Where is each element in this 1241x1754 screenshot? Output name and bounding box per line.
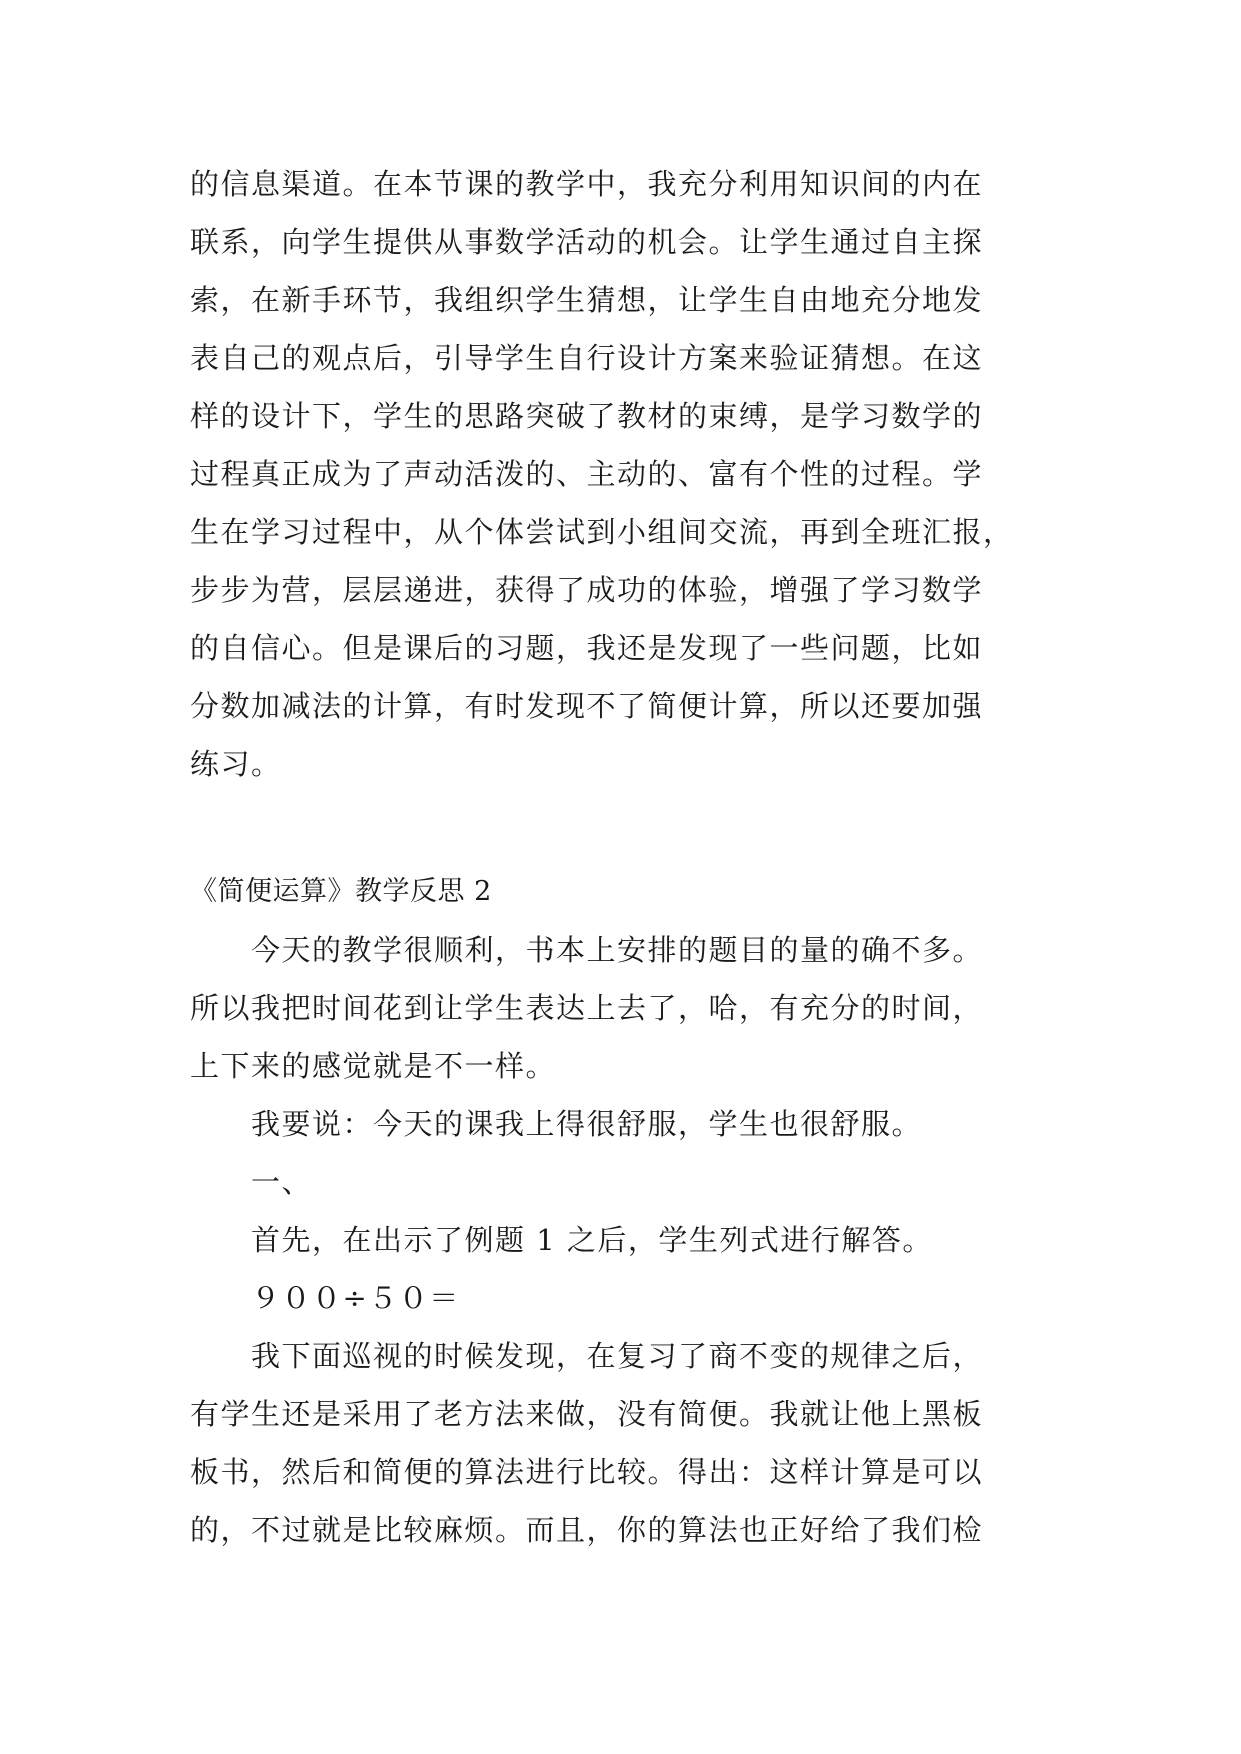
- section-2: [190, 863, 1060, 1559]
- text-line: 有学生还是采用了老方法来做，没有简便。我就让他上黑板: [190, 1397, 984, 1431]
- section-title: 《简便运算》教学反思 2: [190, 876, 492, 907]
- text-line: 表自己的观点后，引导学生自行设计方案来验证猜想。在这: [190, 341, 984, 375]
- text-line: 分数加减法的计算，有时发现不了简便计算，所以还要加强: [190, 689, 984, 723]
- text-line: 一、: [190, 1165, 313, 1199]
- equation-line: ９００÷５０＝: [190, 1281, 460, 1315]
- text-line: 练习。: [190, 747, 282, 781]
- text-line: 联系，向学生提供从事数学活动的机会。让学生通过自主探: [190, 225, 984, 259]
- text-line: 上下来的感觉就是不一样。: [190, 1049, 557, 1083]
- text-line: 索，在新手环节，我组织学生猜想，让学生自由地充分地发: [190, 283, 984, 317]
- text-line: 的，不过就是比较麻烦。而且，你的算法也正好给了我们检: [190, 1513, 984, 1547]
- text-line: 今天的教学很顺利，书本上安排的题目的量的确不多。: [190, 933, 984, 967]
- text-line: 我下面巡视的时候发现，在复习了商不变的规律之后，: [190, 1339, 984, 1373]
- section-gap: [190, 793, 1060, 863]
- text-line: 过程真正成为了声动活泼的、主动的、富有个性的过程。学: [190, 457, 984, 491]
- document-body: [190, 155, 1060, 1559]
- text-line: 的信息渠道。在本节课的教学中，我充分利用知识间的内在: [190, 167, 984, 201]
- text-line: 我要说：今天的课我上得很舒服，学生也很舒服。: [190, 1107, 923, 1141]
- text-line: 板书，然后和简便的算法进行比较。得出：这样计算是可以: [190, 1455, 984, 1489]
- text-line: 首先，在出示了例题 1 之后，学生列式进行解答。: [190, 1223, 933, 1257]
- section-1: [190, 155, 1060, 793]
- text-line: 生在学习过程中，从个体尝试到小组间交流，再到全班汇报，: [190, 515, 1014, 549]
- text-line: 的自信心。但是课后的习题，我还是发现了一些问题，比如: [190, 631, 984, 665]
- text-line: 步步为营，层层递进，获得了成功的体验，增强了学习数学: [190, 573, 984, 607]
- text-line: 所以我把时间花到让学生表达上去了，哈，有充分的时间，: [190, 991, 984, 1025]
- text-line: 样的设计下，学生的思路突破了教材的束缚，是学习数学的: [190, 399, 984, 433]
